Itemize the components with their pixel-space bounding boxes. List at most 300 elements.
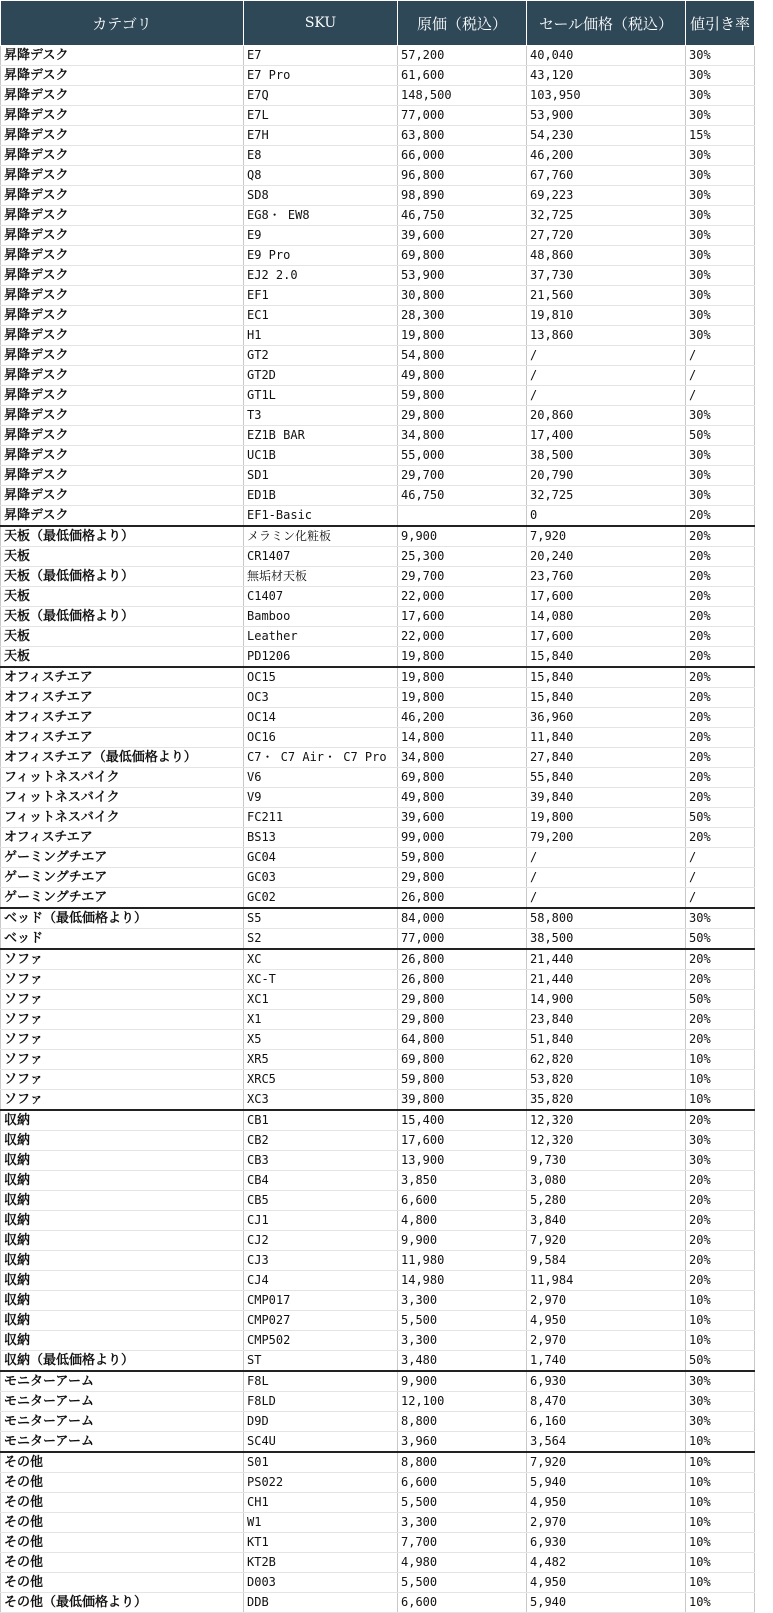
sku-cell: X1 [244,1010,398,1030]
sale-price-cell: 5,940 [527,1473,686,1493]
sku-cell: CH1 [244,1493,398,1513]
original-price-cell: 9,900 [398,1371,527,1392]
original-price-cell: 3,850 [398,1171,527,1191]
sale-price-cell: 53,900 [527,106,686,126]
table-row [1,1151,755,1171]
discount-rate-cell: 30% [686,1131,755,1151]
sale-price-cell: 12,320 [527,1110,686,1131]
sale-price-cell: 3,840 [527,1211,686,1231]
sale-price-cell: 17,400 [527,426,686,446]
discount-rate-cell: / [686,386,755,406]
discount-rate-cell: 30% [686,146,755,166]
discount-rate-cell: 30% [686,1412,755,1432]
sale-price-cell: 43,120 [527,66,686,86]
table-row [1,246,755,266]
table-row [1,1473,755,1493]
table-row [1,66,755,86]
sku-cell: BS13 [244,828,398,848]
table-row [1,1371,755,1392]
sku-cell: ED1B [244,486,398,506]
sku-cell: D9D [244,1412,398,1432]
table-row [1,1231,755,1251]
sku-cell: SC4U [244,1432,398,1453]
original-price-cell: 49,800 [398,788,527,808]
sku-cell: GC02 [244,888,398,909]
discount-rate-cell: 20% [686,949,755,970]
category-cell: フィットネスバイク [1,808,244,828]
category-cell: 天板（最低価格より） [1,607,244,627]
original-price-cell: 96,800 [398,166,527,186]
sku-column-header: SKU [244,1,398,46]
original-price-cell: 77,000 [398,929,527,950]
sku-cell: CJ2 [244,1231,398,1251]
discount-rate-cell: 30% [686,466,755,486]
table-row [1,466,755,486]
category-cell: 収納 [1,1291,244,1311]
sale-price-cell: 27,840 [527,748,686,768]
sku-cell: メラミン化粧板 [244,526,398,547]
sku-cell: SD1 [244,466,398,486]
table-row [1,888,755,909]
sku-cell: CJ3 [244,1251,398,1271]
discount-rate-cell: 30% [686,1371,755,1392]
sale-price-cell: / [527,346,686,366]
sale-price-cell: 27,720 [527,226,686,246]
original-price-cell: 8,800 [398,1412,527,1432]
table-row [1,1171,755,1191]
sale-price-cell: 37,730 [527,266,686,286]
sale-price-cell: / [527,386,686,406]
table-row [1,647,755,668]
table-row [1,567,755,587]
sku-cell: S2 [244,929,398,950]
original-price-cell: 22,000 [398,587,527,607]
sale-price-cell: 2,970 [527,1331,686,1351]
original-price-cell: 99,000 [398,828,527,848]
original-price-cell: 6,600 [398,1473,527,1493]
sale-price-cell: 11,840 [527,728,686,748]
original-price-cell: 14,980 [398,1271,527,1291]
category-cell: オフィスチエア [1,728,244,748]
sku-cell: CMP017 [244,1291,398,1311]
table-row [1,46,755,66]
discount-rate-cell: 10% [686,1432,755,1453]
table-row [1,226,755,246]
discount-rate-cell: 20% [686,748,755,768]
table-row [1,1191,755,1211]
table-row [1,1110,755,1131]
table-row [1,1432,755,1453]
original-price-cell: 29,800 [398,868,527,888]
sku-cell: GT2D [244,366,398,386]
category-cell: 昇降デスク [1,106,244,126]
category-cell: 天板 [1,647,244,668]
sale-price-cell: 6,930 [527,1371,686,1392]
discount-rate-cell: 30% [686,306,755,326]
table-row [1,1553,755,1573]
table-row [1,547,755,567]
discount-rate-cell: 20% [686,1171,755,1191]
category-cell: 天板 [1,547,244,567]
original-price-cell: 34,800 [398,748,527,768]
table-row [1,949,755,970]
sale-price-cell: 51,840 [527,1030,686,1050]
table-row [1,1251,755,1271]
sku-cell: XR5 [244,1050,398,1070]
category-cell: その他 [1,1473,244,1493]
sku-cell: OC15 [244,667,398,688]
table-row [1,206,755,226]
discount-rate-cell: 20% [686,1211,755,1231]
sale-price-cell: 9,584 [527,1251,686,1271]
sku-cell: XC1 [244,990,398,1010]
original-price-cell: 6,600 [398,1593,527,1613]
sku-cell: T3 [244,406,398,426]
discount-rate-cell: 20% [686,788,755,808]
category-cell: 昇降デスク [1,146,244,166]
discount-rate-cell: 20% [686,506,755,527]
discount-rate-cell: 30% [686,226,755,246]
discount-rate-cell: 30% [686,266,755,286]
original-price-cell: 14,800 [398,728,527,748]
discount-rate-cell: 10% [686,1090,755,1111]
sku-cell: XC3 [244,1090,398,1111]
discount-rate-cell: 15% [686,126,755,146]
category-cell: 昇降デスク [1,466,244,486]
table-row [1,186,755,206]
table-row [1,386,755,406]
discount-rate-column-header: 値引き率 [686,1,755,46]
discount-rate-cell: 30% [686,1151,755,1171]
sku-cell: UC1B [244,446,398,466]
sku-cell: S01 [244,1452,398,1473]
sku-cell: E9 Pro [244,246,398,266]
original-price-cell: 63,800 [398,126,527,146]
table-row [1,1593,755,1613]
sale-price-cell: 21,440 [527,949,686,970]
sku-cell: D003 [244,1573,398,1593]
table-row [1,266,755,286]
category-cell: フィットネスバイク [1,788,244,808]
original-price-cell: 17,600 [398,1131,527,1151]
table-row [1,106,755,126]
original-price-cell: 19,800 [398,688,527,708]
sale-price-cell: 3,080 [527,1171,686,1191]
category-cell: 収納 [1,1110,244,1131]
table-row [1,788,755,808]
discount-rate-cell: / [686,366,755,386]
sale-price-cell: 46,200 [527,146,686,166]
table-row [1,1493,755,1513]
original-price-cell: 19,800 [398,647,527,668]
discount-rate-cell: / [686,888,755,909]
discount-rate-cell: 20% [686,587,755,607]
sku-cell: E7Q [244,86,398,106]
discount-rate-cell: 10% [686,1553,755,1573]
discount-rate-cell: 30% [686,908,755,929]
table-row [1,828,755,848]
sku-cell: E7L [244,106,398,126]
discount-rate-cell: 20% [686,607,755,627]
sale-price-cell: 11,984 [527,1271,686,1291]
sale-price-cell: 8,470 [527,1392,686,1412]
category-cell: その他 [1,1513,244,1533]
table-row [1,768,755,788]
category-cell: 昇降デスク [1,206,244,226]
discount-rate-cell: 10% [686,1331,755,1351]
table-row [1,306,755,326]
discount-rate-cell: 20% [686,547,755,567]
table-row [1,1090,755,1111]
original-price-cell: 30,800 [398,286,527,306]
sale-price-column-header: セール価格（税込） [527,1,686,46]
category-cell: ゲーミングチエア [1,848,244,868]
original-price-cell: 34,800 [398,426,527,446]
sale-price-cell: 7,920 [527,1452,686,1473]
category-cell: ゲーミングチエア [1,888,244,909]
sku-cell: OC16 [244,728,398,748]
discount-rate-cell: 50% [686,426,755,446]
discount-rate-cell: 30% [686,206,755,226]
sku-cell: EC1 [244,306,398,326]
table-row [1,366,755,386]
category-cell: 昇降デスク [1,66,244,86]
sale-price-cell: 5,280 [527,1191,686,1211]
original-price-cell: 19,800 [398,667,527,688]
category-cell: ゲーミングチエア [1,868,244,888]
discount-rate-cell: 50% [686,990,755,1010]
original-price-cell: 46,750 [398,206,527,226]
category-cell: オフィスチエア [1,828,244,848]
original-price-cell: 29,800 [398,406,527,426]
discount-rate-cell: 20% [686,1010,755,1030]
discount-rate-cell: 20% [686,1251,755,1271]
table-row [1,1573,755,1593]
category-cell: ソファ [1,1030,244,1050]
category-cell: 昇降デスク [1,366,244,386]
sku-cell: E9 [244,226,398,246]
discount-rate-cell: 10% [686,1473,755,1493]
category-cell: 収納 [1,1311,244,1331]
discount-rate-cell: 20% [686,1231,755,1251]
table-row [1,1351,755,1372]
discount-rate-cell: 20% [686,1030,755,1050]
category-cell: その他 [1,1452,244,1473]
sku-cell: EJ2 2.0 [244,266,398,286]
category-cell: ソファ [1,1050,244,1070]
sku-cell: CR1407 [244,547,398,567]
sku-cell: EG8・ EW8 [244,206,398,226]
discount-rate-cell: 10% [686,1533,755,1553]
sale-price-cell: 5,940 [527,1593,686,1613]
sale-price-cell: 2,970 [527,1291,686,1311]
discount-rate-cell: 30% [686,86,755,106]
table-row [1,1010,755,1030]
discount-rate-cell: 10% [686,1050,755,1070]
original-price-cell: 9,900 [398,1231,527,1251]
sku-cell: OC14 [244,708,398,728]
original-price-cell: 15,400 [398,1110,527,1131]
sale-price-cell: 48,860 [527,246,686,266]
category-cell: 昇降デスク [1,226,244,246]
sale-price-cell: 67,760 [527,166,686,186]
original-price-cell: 3,300 [398,1291,527,1311]
original-price-cell: 5,500 [398,1311,527,1331]
sale-price-cell: 38,500 [527,929,686,950]
table-row [1,929,755,950]
sku-cell: CJ1 [244,1211,398,1231]
table-row [1,808,755,828]
discount-rate-cell: 20% [686,567,755,587]
sku-cell: C7・ C7 Air・ C7 Pro [244,748,398,768]
category-cell: フィットネスバイク [1,768,244,788]
category-cell: 収納（最低価格より） [1,1351,244,1372]
category-cell: 昇降デスク [1,186,244,206]
category-cell: モニターアーム [1,1392,244,1412]
original-price-cell: 22,000 [398,627,527,647]
category-cell: 昇降デスク [1,386,244,406]
category-cell: 収納 [1,1191,244,1211]
original-price-cell: 69,800 [398,1050,527,1070]
sku-cell: PS022 [244,1473,398,1493]
category-cell: ソファ [1,1090,244,1111]
sale-price-cell: / [527,848,686,868]
sale-price-cell: 9,730 [527,1151,686,1171]
sale-price-cell: 20,240 [527,547,686,567]
original-price-cell: 148,500 [398,86,527,106]
sale-price-cell: 0 [527,506,686,527]
category-cell: 昇降デスク [1,166,244,186]
sale-price-cell: 7,920 [527,1231,686,1251]
discount-rate-cell: 30% [686,446,755,466]
sku-cell: CMP502 [244,1331,398,1351]
sku-cell: E8 [244,146,398,166]
sale-price-cell: 15,840 [527,647,686,668]
original-price-cell: 53,900 [398,266,527,286]
category-cell: 収納 [1,1271,244,1291]
original-price-cell: 77,000 [398,106,527,126]
table-row [1,286,755,306]
category-cell: ソファ [1,949,244,970]
sale-price-cell: 4,950 [527,1311,686,1331]
original-price-cell: 26,800 [398,888,527,909]
sale-price-cell: 32,725 [527,486,686,506]
category-cell: 昇降デスク [1,446,244,466]
sku-cell: CMP027 [244,1311,398,1331]
sku-cell: V9 [244,788,398,808]
discount-rate-cell: 20% [686,526,755,547]
sku-cell: PD1206 [244,647,398,668]
original-price-cell: 69,800 [398,768,527,788]
original-price-cell: 46,750 [398,486,527,506]
category-cell: その他（最低価格より） [1,1593,244,1613]
category-cell: 昇降デスク [1,126,244,146]
original-price-cell: 17,600 [398,607,527,627]
sku-cell: 無垢材天板 [244,567,398,587]
sku-cell: F8LD [244,1392,398,1412]
original-price-cell: 64,800 [398,1030,527,1050]
original-price-cell: 59,800 [398,1070,527,1090]
original-price-cell: 4,800 [398,1211,527,1231]
sku-cell: Bamboo [244,607,398,627]
category-cell: オフィスチエア [1,688,244,708]
discount-rate-cell: 20% [686,627,755,647]
sku-cell: CB1 [244,1110,398,1131]
sale-price-cell: 19,810 [527,306,686,326]
original-price-cell: 46,200 [398,708,527,728]
sku-cell: XRC5 [244,1070,398,1090]
category-cell: その他 [1,1533,244,1553]
table-row [1,1291,755,1311]
table-body [1,46,755,1613]
discount-rate-cell: 30% [686,166,755,186]
category-cell: 収納 [1,1211,244,1231]
original-price-cell: 39,600 [398,808,527,828]
table-row [1,166,755,186]
sku-cell: H1 [244,326,398,346]
discount-rate-cell: 10% [686,1593,755,1613]
table-row [1,406,755,426]
original-price-cell: 28,300 [398,306,527,326]
sku-cell: EZ1B BAR [244,426,398,446]
sku-cell: GC04 [244,848,398,868]
category-cell: 天板 [1,627,244,647]
sale-price-cell: 55,840 [527,768,686,788]
sku-cell: F8L [244,1371,398,1392]
sale-price-cell: 53,820 [527,1070,686,1090]
table-row [1,1452,755,1473]
original-price-cell: 3,480 [398,1351,527,1372]
original-price-cell: 55,000 [398,446,527,466]
original-price-cell: 5,500 [398,1493,527,1513]
table-row [1,446,755,466]
sale-price-cell: 4,950 [527,1493,686,1513]
discount-rate-cell: 30% [686,46,755,66]
table-row [1,86,755,106]
table-row [1,326,755,346]
category-cell: 昇降デスク [1,326,244,346]
original-price-cell: 4,980 [398,1553,527,1573]
table-row [1,1311,755,1331]
category-cell: 天板 [1,587,244,607]
table-row [1,708,755,728]
sku-cell: KT2B [244,1553,398,1573]
discount-rate-cell: 50% [686,929,755,950]
discount-rate-cell: 10% [686,1493,755,1513]
discount-rate-cell: 50% [686,1351,755,1372]
category-column-header: カテゴリ [1,1,244,46]
sku-cell: EF1-Basic [244,506,398,527]
category-cell: 収納 [1,1151,244,1171]
table-row [1,1211,755,1231]
sale-price-cell: 40,040 [527,46,686,66]
sale-price-cell: 14,080 [527,607,686,627]
discount-rate-cell: 10% [686,1311,755,1331]
sale-price-cell: 58,800 [527,908,686,929]
sale-price-cell: 12,320 [527,1131,686,1151]
sku-cell: XC-T [244,970,398,990]
category-cell: 収納 [1,1131,244,1151]
discount-rate-cell: 20% [686,1191,755,1211]
sku-cell: SD8 [244,186,398,206]
discount-rate-cell: 30% [686,246,755,266]
category-cell: ベッド（最低価格より） [1,908,244,929]
category-cell: 昇降デスク [1,246,244,266]
original-price-cell: 3,300 [398,1513,527,1533]
sale-price-cell: 39,840 [527,788,686,808]
category-cell: その他 [1,1573,244,1593]
sale-price-cell: 54,230 [527,126,686,146]
